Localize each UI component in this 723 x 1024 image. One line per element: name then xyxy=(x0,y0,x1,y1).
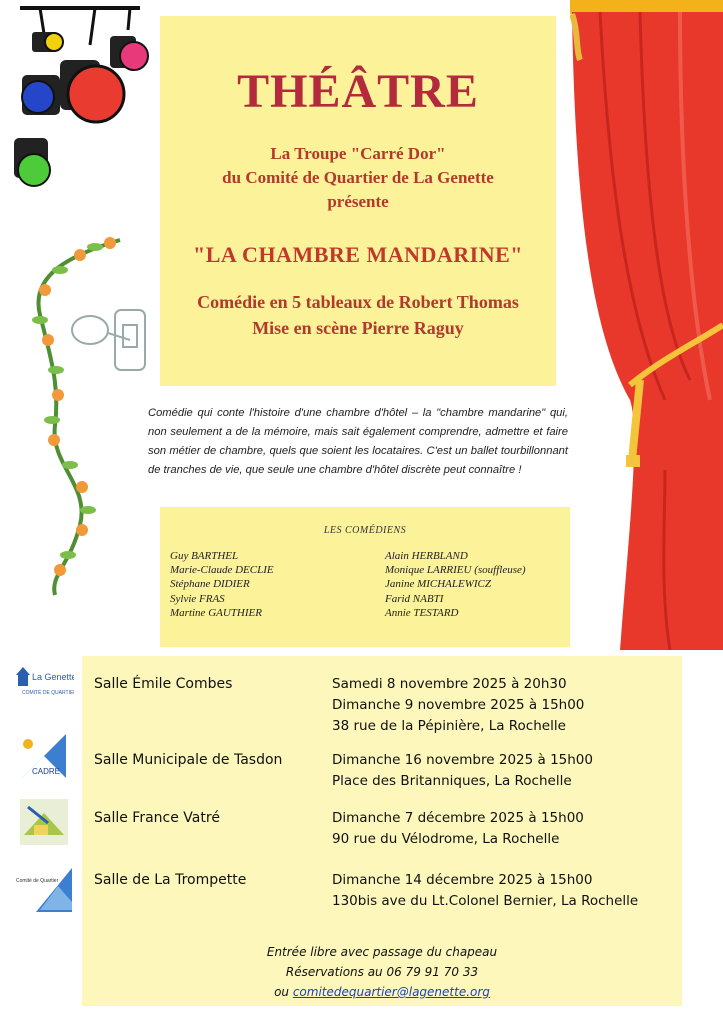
reservation-phone: Réservations au 06 79 91 70 33 xyxy=(285,965,479,979)
logo-tag-text: COMITÉ DE QUARTIER xyxy=(22,690,74,696)
cast-heading: LES COMÉDIENS xyxy=(323,525,407,536)
email-prefix: ou xyxy=(274,985,293,999)
cast-member: Alain HERBLAND xyxy=(385,550,468,562)
performance-line: Dimanche 16 novembre 2025 à 15h00 xyxy=(332,752,593,768)
venue-name: Salle de La Trompette xyxy=(94,872,247,888)
performance-line: Place des Britanniques, La Rochelle xyxy=(332,773,572,789)
garland-with-key-illustration xyxy=(10,225,150,605)
tasdon-emblem-icon xyxy=(14,795,74,850)
cadre-text: CADRE xyxy=(32,767,61,776)
venue-name: Salle Municipale de Tasdon xyxy=(94,752,283,768)
performance-line: 130bis ave du Lt.Colonel Bernier, La Rochelle xyxy=(332,893,639,909)
intro-line-comite: du Comité de Quartier de La Genette xyxy=(222,168,494,187)
house-icon xyxy=(14,660,74,710)
venue-name: Salle France Vatré xyxy=(94,810,220,826)
cadre-emblem-icon xyxy=(14,730,74,782)
cast-member: Monique LARRIEU (souffleuse) xyxy=(385,564,526,577)
cast-member: Farid NABTI xyxy=(385,592,444,605)
performance-line: 90 rue du Vélodrome, La Rochelle xyxy=(332,831,560,847)
cast-member: Janine MICHALEWICZ xyxy=(385,578,492,591)
trompette-emblem-icon xyxy=(14,862,74,917)
performance-line: Dimanche 9 novembre 2025 à 15h00 xyxy=(332,697,585,713)
performance-details xyxy=(332,808,584,850)
performance-line: Dimanche 7 décembre 2025 à 15h00 xyxy=(332,810,584,826)
cast-member: Marie-Claude DECLIE xyxy=(170,564,274,577)
cast-member: Martine GAUTHIER xyxy=(170,606,262,619)
cast-member: Sylvie FRAS xyxy=(170,592,225,605)
subtitle-author: Comédie en 5 tableaux de Robert Thomas xyxy=(197,292,519,312)
logo-brand-text: La Genette xyxy=(32,672,74,682)
performance-line: Samedi 8 novembre 2025 à 20h30 xyxy=(332,676,567,692)
trompette-logo xyxy=(14,862,74,917)
cast-column-left xyxy=(170,549,274,620)
performance-line: Dimanche 14 décembre 2025 à 15h00 xyxy=(332,872,593,888)
cast-panel xyxy=(160,507,570,647)
trompette-logo-text: Comité de Quartier xyxy=(16,878,59,884)
intro-line-presente: présente xyxy=(327,192,389,211)
performance-details xyxy=(332,870,638,912)
performances-panel xyxy=(82,656,682,1006)
synopsis-text: Comédie qui conte l'histoire d'une chambre d'hôtel – la "chambre mandarine" qui, non seulement a de la mémoire, mais sait également comprendre, admettre et faire son métier de chambre, quels que soient les locataires. C'est un ballet tourbillonnant de tranches de vie, que seule une chambre d'hôtel discrète peut connaître ! xyxy=(148,407,568,476)
stage-spotlights-illustration xyxy=(0,0,160,210)
performance-details xyxy=(332,750,593,792)
red-curtain-illustration xyxy=(570,0,723,650)
cadre-logo xyxy=(14,730,74,782)
venue-name: Salle Émile Combes xyxy=(94,676,233,692)
performance-line: 38 rue de la Pépinière, La Rochelle xyxy=(332,718,566,734)
email-line xyxy=(82,982,682,1002)
footer-info xyxy=(82,942,682,1002)
cast-member: Annie TESTARD xyxy=(385,606,459,619)
cast-column-right xyxy=(385,549,526,620)
tasdon-logo xyxy=(14,795,74,850)
cast-member: Guy BARTHEL xyxy=(170,550,239,562)
title-panel xyxy=(160,16,556,386)
intro-line-troupe: La Troupe "Carré Dor" xyxy=(270,144,446,163)
entry-info: Entrée libre avec passage du chapeau xyxy=(266,945,498,959)
subtitle-director: Mise en scène Pierre Raguy xyxy=(252,318,464,338)
email-link[interactable]: comitedequartier@lagenette.org xyxy=(292,985,490,999)
play-title: "LA CHAMBRE MANDARINE" xyxy=(193,242,523,267)
la-genette-logo xyxy=(14,660,74,710)
main-title: THÉÂTRE xyxy=(237,65,479,118)
cast-member: Stéphane DIDIER xyxy=(170,578,250,591)
performance-details xyxy=(332,674,584,737)
